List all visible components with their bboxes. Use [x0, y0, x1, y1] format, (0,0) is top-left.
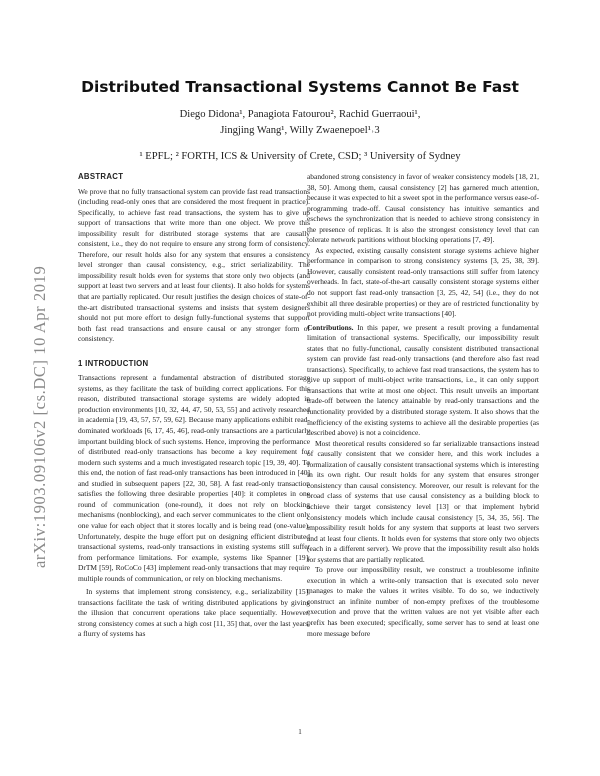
arxiv-stamp [0, 0, 56, 776]
intro-paragraph-1: Transactions represent a fundamental abstraction of distributed storage systems, as they facilitate the task of building correct applications. For this reason, distributed transactional storage systems are widely adopted in production environments [10, 32, 44, 47, 50, 53, 55] and actively researched in academia [19, 43, 57, 57, 59, 62]. Because many applications exhibit read-dominated workloads [6, 17, 45, 46], read-only transactions are a particularly important building block of such systems. Hence, improving the performance of distributed read-only transactions has become a key requirement for modern such systems and a much investigated research topic [19, 39, 40]. To this end, the notion of fast read-only transactions has been introduced in [40] and studied in subsequent papers [22, 30, 58]. A fast read-only transaction satisfies the following three desirable properties [40]: it completes in one round of communication (one-round), it does not rely on blocking mechanisms (nonblocking), and each server communicates to the client only one value for each object that it stores locally and is being read (one-value). Unfortunately, despite the huge effort put on designing efficient distributed transactional systems, read-only transactions in existing systems still suffer from performance limitations. For example, systems like Spanner [19], DrTM [59], RoCoCo [43] implement read-only transactions that may require multiple rounds of communication, or rely on blocking mechanisms. [78, 373, 310, 583]
right-column [307, 172, 539, 639]
page-number: 1 [298, 728, 302, 736]
abstract-heading: ABSTRACT [78, 172, 124, 181]
contributions-lead: Contributions. [307, 322, 354, 332]
authors-line-1: Diego Didona¹, Panagiota Fatourou², Rachid Guerraoui¹, [179, 109, 421, 120]
introduction-heading: 1 INTRODUCTION [78, 358, 149, 368]
arxiv-id[interactable]: arXiv:1903.09106v2 [cs.DC] 10 Apr 2019 [30, 265, 49, 568]
affiliations: ¹ EPFL; ² FORTH, ICS & University of Crete, CSD; ³ University of Sydney [139, 151, 461, 162]
left-column [78, 172, 310, 640]
right-paragraph-4: Most theoretical results considered so far serializable transactions instead of causally consistent that we consider here, and this work includes a formalization of causally consistent transactional systems which is interesting in its own right. Our result holds for any system that ensures stronger consistency than causal consistency. Moreover, our result is relevant for the broad class of systems that use causal consistency as a building block to achieve their target consistency level [13] or that implement hybrid consistency models which include causal consistency [5, 34, 35, 56]. The impossibility result holds for any system that supports at least two servers and at least four clients. It holds even for systems that store only two objects (each in a different server). We prove that the impossibility result also holds for systems that are partially replicated. [307, 438, 539, 564]
authors-line-2: Jingjing Wang¹, Willy Zwaenepoel¹˒3 [220, 125, 380, 136]
abstract-text: We prove that no fully transactional system can provide fast read transactions (including read-only ones that are considered the most frequent in practice). Specifically, to achieve fast read transactions, the system has to give up support of transactions that write more than one object. We prove this impossibility result for distributed storage systems that are causally consistent, i.e., they do not require to ensure any strong form of consistency. Therefore, our result holds also for any system that ensures a consistency level stronger than causal consistency, e.g., strict serializability. The impossibility result holds even for systems that store only two objects (and support at least two servers and at least four clients). It also holds for systems that are partially replicated. Our result justifies the design choices of state-of-the-art distributed transactional systems and insists that system designers should not put more effort to design fully-functional systems that support both fast read transactions and ensure causal or any stronger form of consistency. [78, 186, 310, 344]
right-paragraph-1: abandoned strong consistency in favor of weaker consistency models [18, 21, 38, 50]. Among them, causal consistency [2] has garnered much attention, because it was expected to hit a sweet spot in the performance versus ease-of-programming trade-off. Causal consistency has intuitive semantics and eschews the synchronization that is needed to achieve strong consistency in the presence of replicas. It is also the strongest consistency level that can tolerate network partitions without blocking operations [7, 49]. [307, 172, 539, 245]
intro-paragraph-2: In systems that implement strong consistency, e.g., serializability [15], transactions facilitate the task of writing distributed applications by giving the illusion that concurrent operations take place sequentially. However, strong consistency comes at such a high cost [11, 35] that, over the last years, a flurry of systems has [78, 587, 310, 639]
right-paragraph-5: To prove our impossibility result, we construct a troublesome infinite execution in which a write-only transaction that is executed solo never manages to make the values it writes visible. To do so, we inductively construct an infinite number of non-empty prefixes of the troublesome execution and prove that the written values are not yet visible after each prefix has been executed; specifically, some server has to send at least one more message before [307, 565, 539, 638]
right-paragraph-2: As expected, existing causally consistent storage systems achieve higher performance in comparison to strong consistency systems [3, 25, 38, 39]. However, causally consistent read-only transactions still suffer from latency overheads. In fact, state-of-the-art causally consistent storage systems either do not support fast read-only transaction [3, 25, 42, 54] (i.e., they do not exhibit all three desirable properties) or they are of restricted functionality by not providing multi-object write transactions [40]. [307, 245, 539, 319]
contributions-paragraph [307, 323, 539, 439]
paper-title: Distributed Transactional Systems Cannot Be Fast [81, 78, 519, 96]
author-list [95, 107, 505, 139]
contributions-text: In this paper, we present a result proving a fundamental limitation of transactional systems. Specifically, our impossibility result states that no fully-functional, causally consistent distributed transactional system can provide fast read-only transactions (and therefore also fast read transactions). Specifically, to achieve fast read transactions, the system has to give up support of multi-object write transactions, i.e., it can only support transactions that write at most one object. This result unveils an important trade-off between the latency attainable by read-only transactions and the functionality provided by a distributed storage system. It also shows that the inefficiency of the existing systems to achieve all the desirable properties (as described above) is not a coincidence. [307, 322, 539, 438]
